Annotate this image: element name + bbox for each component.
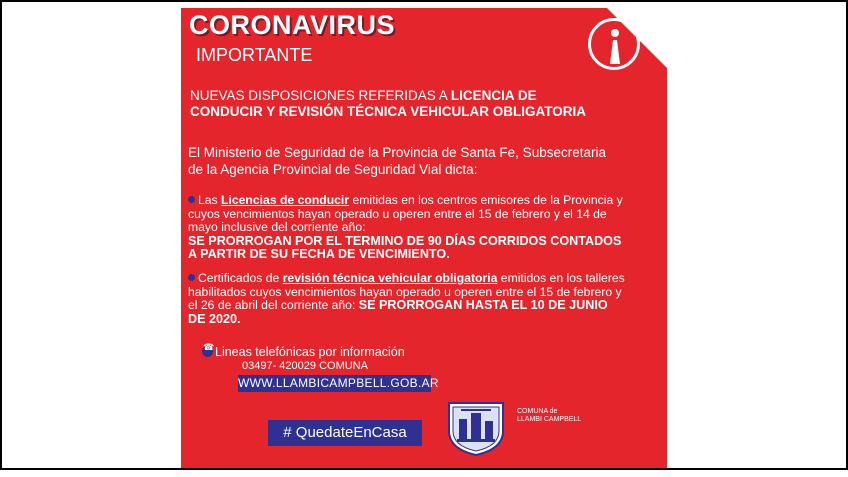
bullet-icon bbox=[188, 196, 195, 203]
block2-prefix: Certificados de bbox=[198, 271, 283, 285]
poster-title: CORONAVIRUS bbox=[189, 10, 396, 40]
vehicle-check-block bbox=[188, 272, 664, 326]
bullet-icon bbox=[188, 274, 195, 281]
block1-line1: emitidas en los centros emisores de la Provincia y bbox=[349, 193, 623, 207]
poster-subtitle: IMPORTANTE bbox=[196, 45, 313, 65]
block1-prefix: Las bbox=[198, 193, 222, 207]
block2-line2: habilitados cuyos vencimientos hayan operado u operen entre el 15 de febrero y bbox=[188, 284, 622, 299]
frame-bottom bbox=[0, 468, 848, 470]
logo-line-2: LLAMBI CAMPBELL bbox=[517, 416, 582, 423]
block2-caps2: DE 2020. bbox=[188, 311, 241, 326]
headline-prefix: NUEVAS DISPOSICIONES REFERIDAS A bbox=[190, 88, 451, 103]
block2-line3: el 26 de abril del corriente año: bbox=[188, 298, 359, 312]
info-icon bbox=[588, 18, 640, 70]
commune-logo bbox=[441, 397, 511, 457]
block2-line1: emitidos en los talleres bbox=[497, 271, 625, 285]
phone-label: Lineas telefónicas por información bbox=[215, 345, 405, 359]
hashtag-badge: # QuedateEnCasa bbox=[268, 420, 422, 446]
phone-icon bbox=[202, 346, 213, 357]
headline-bold-1: LICENCIA DE bbox=[450, 88, 537, 103]
logo-text bbox=[517, 408, 581, 424]
phone-number: 03497- 420029 COMUNA bbox=[242, 360, 368, 372]
frame-left bbox=[0, 0, 2, 470]
website-link[interactable]: WWW.LLAMBICAMPBELL.GOB.AR bbox=[238, 376, 439, 390]
poster bbox=[181, 8, 667, 468]
intro-line-2: de la Agencia Provincial de Seguridad Vial dicta: bbox=[188, 162, 478, 177]
license-block bbox=[188, 194, 664, 262]
headline bbox=[190, 88, 660, 120]
block1-caps2: A PARTIR DE SU FECHA DE VENCIMIENTO. bbox=[188, 247, 450, 261]
block2-link: revisión técnica vehicular obligatoria bbox=[282, 271, 498, 285]
intro-line-1: El Ministerio de Seguridad de la Provincia de Santa Fe, Subsecretaria bbox=[188, 145, 606, 160]
headline-bold-2: CONDUCIR Y REVISIÓN TÉCNICA VEHICULAR OBLIGATORIA bbox=[190, 104, 587, 119]
logo-line-1: COMUNA de bbox=[517, 408, 558, 415]
block1-line3: mayo inclusive del corriente año: bbox=[188, 220, 366, 234]
block1-line2: cuyos vencimientos hayan operado u operen entre el 15 de febrero y el 14 de bbox=[188, 206, 607, 221]
block1-link: Licencias de conducir bbox=[221, 193, 350, 207]
phone-row bbox=[202, 345, 405, 359]
frame-top bbox=[0, 0, 848, 2]
block2-caps1: SE PRORROGAN HASTA EL 10 DE JUNIO bbox=[358, 298, 608, 312]
block1-caps1: SE PRORROGAN POR EL TERMINO DE 90 DÍAS CORRIDOS CONTADOS bbox=[188, 233, 622, 248]
intro-text bbox=[188, 144, 658, 178]
